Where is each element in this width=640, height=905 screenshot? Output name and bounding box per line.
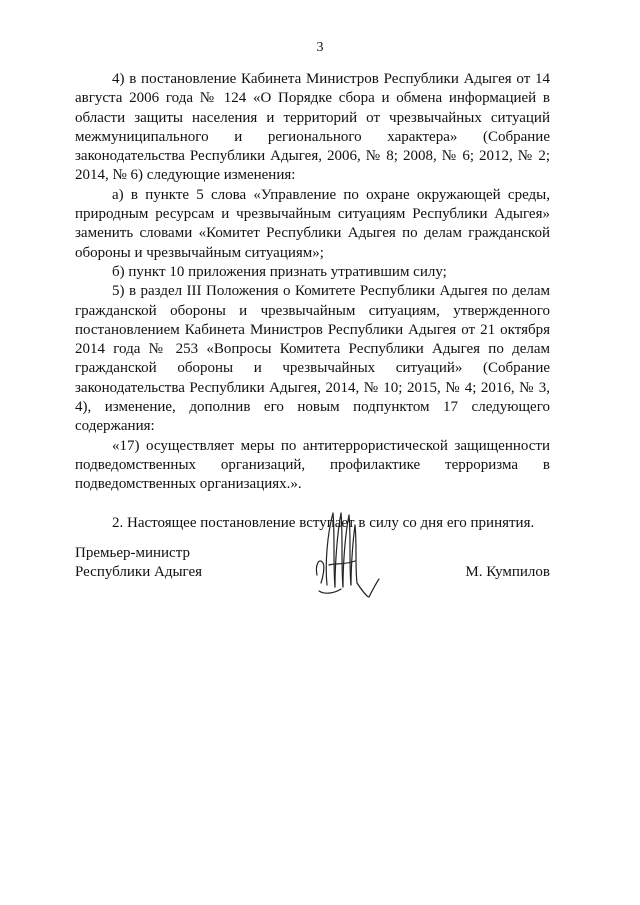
page-number: 3 — [316, 40, 324, 55]
paragraph-effective-date: 2. Настоящее постановление вступает в силу со дня его принятия. — [112, 514, 535, 531]
paragraph-subitem-a: а) в пункте 5 слова «Управление по охране окружающей среды, природным ресурсам и чрезвычайным ситуациям Республики Адыгея» заменить словами «Комитет Республики Адыгея по делам гражданской обороны и чрезвычайным ситуациям»; — [75, 186, 550, 261]
signatory-title — [75, 544, 202, 583]
document-body — [75, 70, 550, 533]
signatory-name: М. Кумпилов — [465, 564, 550, 580]
paragraph-subitem-b: б) пункт 10 приложения признать утратившим силу; — [112, 263, 447, 280]
handwritten-signature — [305, 505, 385, 605]
signatory-title-line1: Премьер-министр — [75, 545, 190, 561]
paragraph-item-5: 5) в раздел III Положения о Комитете Республики Адыгея по делам гражданской обороны и чрезвычайным ситуациям, утвержденного постановлением Кабинета Министров Республики Адыгея от 21 октября 2014 года № 253 «Вопросы Комитета Республики Адыгея по делам гражданской обороны и чрезвычайных ситуаций» (Собрание законодательства Республики Адыгея, 2014, № 10; 2015, № 4; 2016, № 3, 4), изменение, дополнив его новым подпунктом 17 следующего содержания: — [75, 283, 550, 435]
paragraph-item-4: 4) в постановление Кабинета Министров Республики Адыгея от 14 августа 2006 года № 124 «О Порядке сбора и обмена информацией в области защиты населения и территорий от чрезвычайных ситуаций межмуниципального и регионального характера» (Собрание законодательства Республики Адыгея, 2006, № 8; 2008, № 6; 2012, № 2; 2014, № 6) следующие изменения: — [75, 71, 550, 184]
signatory-title-line2: Республики Адыгея — [75, 564, 203, 581]
paragraph-quote-17: «17) осуществляет меры по антитеррористической защищенности подведомственных организаций, профилактике терроризма в подведомственных организациях.». — [75, 437, 550, 493]
